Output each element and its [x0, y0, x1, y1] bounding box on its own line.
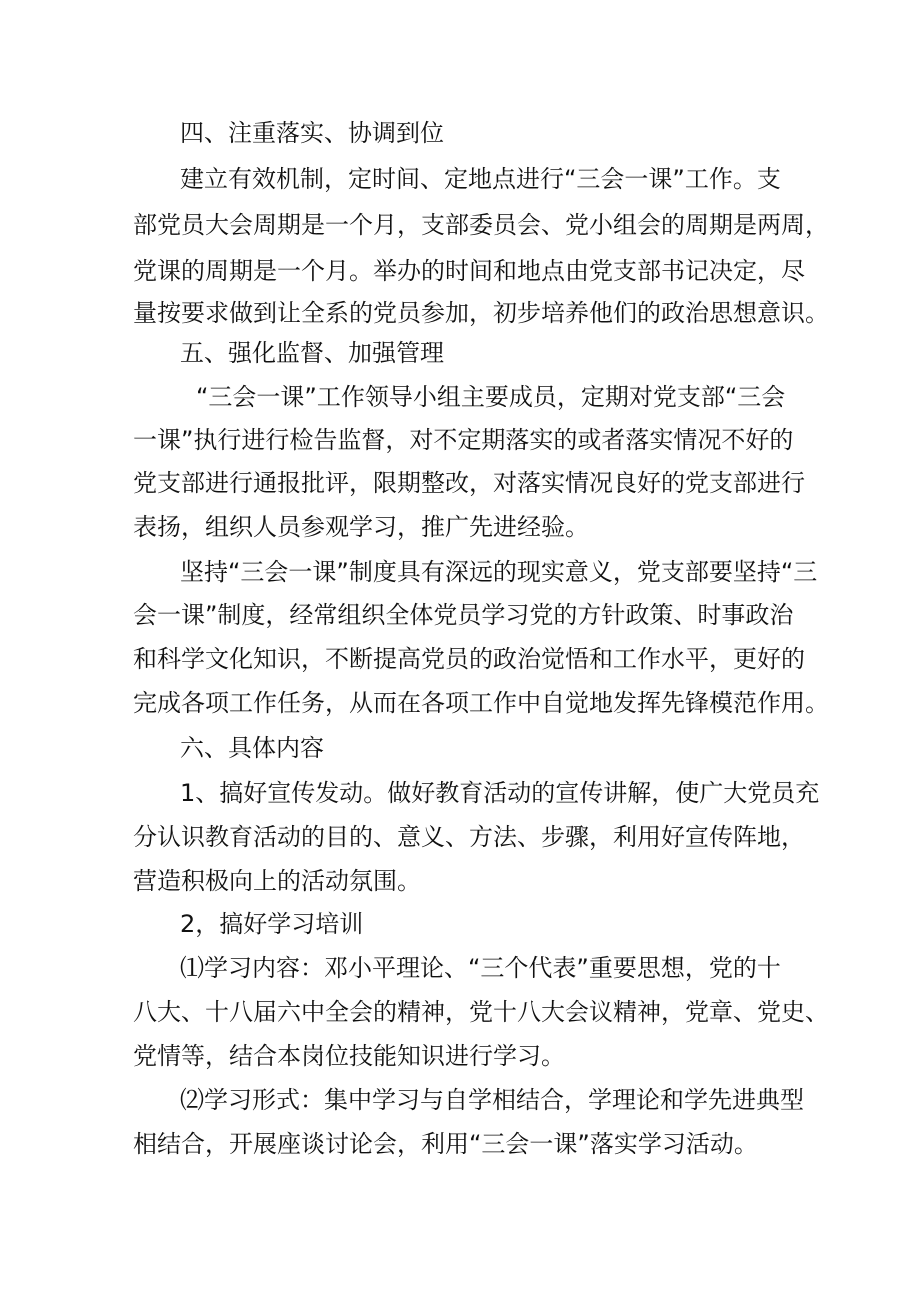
paragraph-line: 会一课”制度，经常组织全体党员学习党的方针政策、时事政治 — [133, 601, 794, 629]
section-heading-6: 六、具体内容 — [180, 734, 324, 762]
paragraph-line: 八大、十八届六中全会的精神，党十八大会议精神，党章、党史、 — [133, 998, 829, 1026]
paragraph-line: 党支部进行通报批评，限期整改，对落实情况良好的党支部进行 — [133, 469, 805, 497]
section-heading-5: 五、强化监督、加强管理 — [180, 339, 444, 367]
paragraph-line: 和科学文化知识，不断提高党员的政治觉悟和工作水平，更好的 — [133, 645, 805, 673]
paragraph-line: 一课”执行进行检告监督，对不定期落实的或者落实情况不好的 — [133, 426, 794, 454]
paragraph-line: 营造积极向上的活动氛围。 — [133, 867, 421, 895]
paragraph-line: 党课的周期是一个月。举办的时间和地点由党支部书记决定，尽 — [133, 257, 805, 285]
paragraph-line: ⑵学习形式：集中学习与自学相结合，学理论和学先进典型 — [180, 1086, 804, 1114]
paragraph-line: 相结合，开展座谈讨论会，利用“三会一课”落实学习活动。 — [133, 1130, 758, 1158]
paragraph-line: 1、搞好宣传发动。做好教育活动的宣传讲解，使广大党员充 — [180, 779, 820, 807]
paragraph-line: 党情等，结合本岗位技能知识进行学习。 — [133, 1042, 565, 1070]
paragraph-line: ⑴学习内容：邓小平理论、“三个代表”重要思想，党的十 — [180, 954, 781, 982]
section-heading-4: 四、注重落实、协调到位 — [180, 119, 444, 147]
paragraph-line: “三会一课”工作领导小组主要成员，定期对党支部“三会 — [196, 383, 786, 411]
paragraph-line: 量按要求做到让全系的党员参加，初步培养他们的政治思想意识。 — [133, 299, 829, 327]
paragraph-line: 建立有效机制，定时间、定地点进行“三会一课”工作。支 — [180, 165, 781, 193]
subheading-line: 2，搞好学习培训 — [180, 910, 364, 938]
paragraph-line: 部党员大会周期是一个月，支部委员会、党小组会的周期是两周， — [133, 211, 829, 239]
paragraph-line: 表扬，组织人员参观学习，推广先进经验。 — [133, 513, 589, 541]
paragraph-line: 坚持“三会一课”制度具有深远的现实意义，党支部要坚持“三 — [180, 558, 818, 586]
paragraph-line: 分认识教育活动的目的、意义、方法、步骤，利用好宣传阵地， — [133, 823, 805, 851]
paragraph-line: 完成各项工作任务，从而在各项工作中自觉地发挥先锋模范作用。 — [133, 689, 829, 717]
